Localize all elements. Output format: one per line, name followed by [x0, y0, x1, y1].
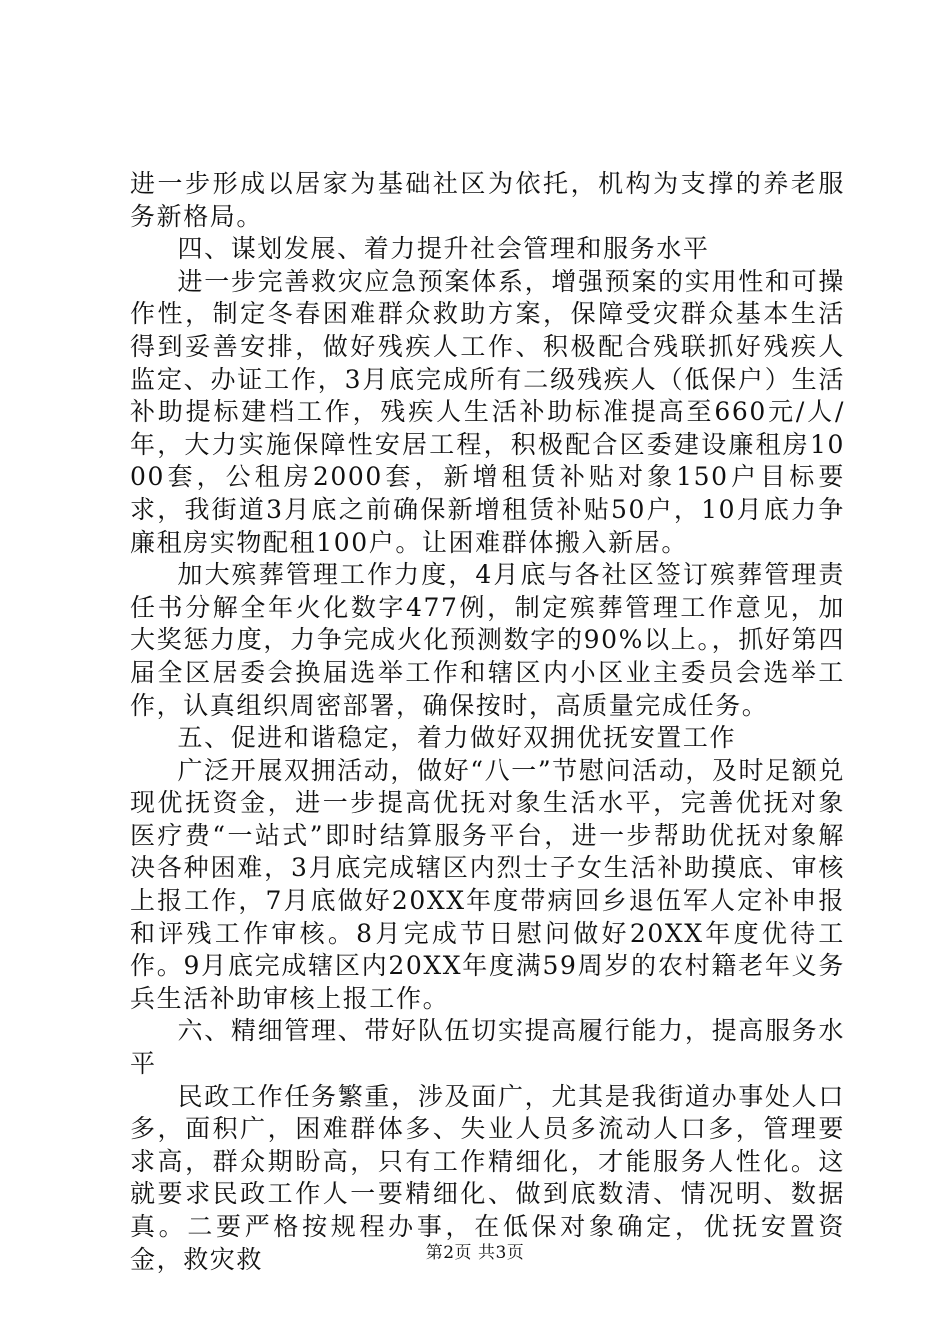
section-heading-4: 四、谋划发展、着力提升社会管理和服务水平	[177, 234, 710, 264]
paragraph-funeral-management: 加大殡葬管理工作力度，4月底与各社区签订殡葬管理责任书分解全年火化数字477例，制定殡葬管理工作意见，加大奖惩力度，力争完成火化预测数字的90%以上。，抓好第四届全区居委会换届选举工作和辖区内小区业主委员会选举工作，认真组织周密部署，确保按时，高质量完成任务。	[130, 560, 845, 720]
paragraph-disaster-relief: 进一步完善救灾应急预案体系，增强预案的实用性和可操作性，制定冬春困难群众救助方案，保障受灾群众基本生活得到妥善安排，做好残疾人工作、积极配合残联抓好残疾人监定、办证工作，3月底完成所有二级残疾人（低保户）生活补助提标建档工作，残疾人生活补助标准提高至660元/人/年，大力实施保障性安居工程，积极配合区委建设廉租房1000套，公租房2000套，新增租赁补贴对象150户目标要求，我街道3月底之前确保新增租赁补贴50户，10月底力争廉租房实物配租100户。让困难群体搬入新居。	[130, 266, 845, 557]
section-heading-6: 六、精细管理、带好队伍切实提高履行能力，提高服务水平	[130, 1016, 845, 1079]
paragraph-continuation: 进一步形成以居家为基础社区为依托，机构为支撑的养老服务新格局。	[130, 169, 845, 231]
section-heading-5: 五、促进和谐稳定，着力做好双拥优抚安置工作	[177, 723, 737, 753]
page-number-footer: 第2页 共3页	[425, 1243, 525, 1263]
paragraph-double-support: 广泛开展双拥活动，做好“八一”节慰问活动，及时足额兑现优抚资金，进一步提高优抚对象生活水平，完善优抚对象医疗费“一站式”即时结算服务平台，进一步帮助优抚对象解决各种困难，3月底完成辖区内烈士子女生活补助摸底、审核上报工作，7月底做好20XX年度带病回乡退伍军人定补申报和评残工作审核。8月完成节日慰问做好20XX年度优待工作。9月底完成辖区内20XX年度满59周岁的农村籍老年义务兵生活补助审核上报工作。	[130, 755, 845, 1013]
document-body	[130, 168, 845, 1276]
paragraph-refined-management: 民政工作任务繁重，涉及面广，尤其是我街道办事处人口多，面积广，困难群体多、失业人员多流动人口多，管理要求高，群众期盼高，只有工作精细化，才能服务人性化。这就要求民政工作人一要精细化、做到底数清、情况明、数据真。二要严格按规程办事，在低保对象确定，优抚安置资金，救灾救	[130, 1081, 845, 1274]
